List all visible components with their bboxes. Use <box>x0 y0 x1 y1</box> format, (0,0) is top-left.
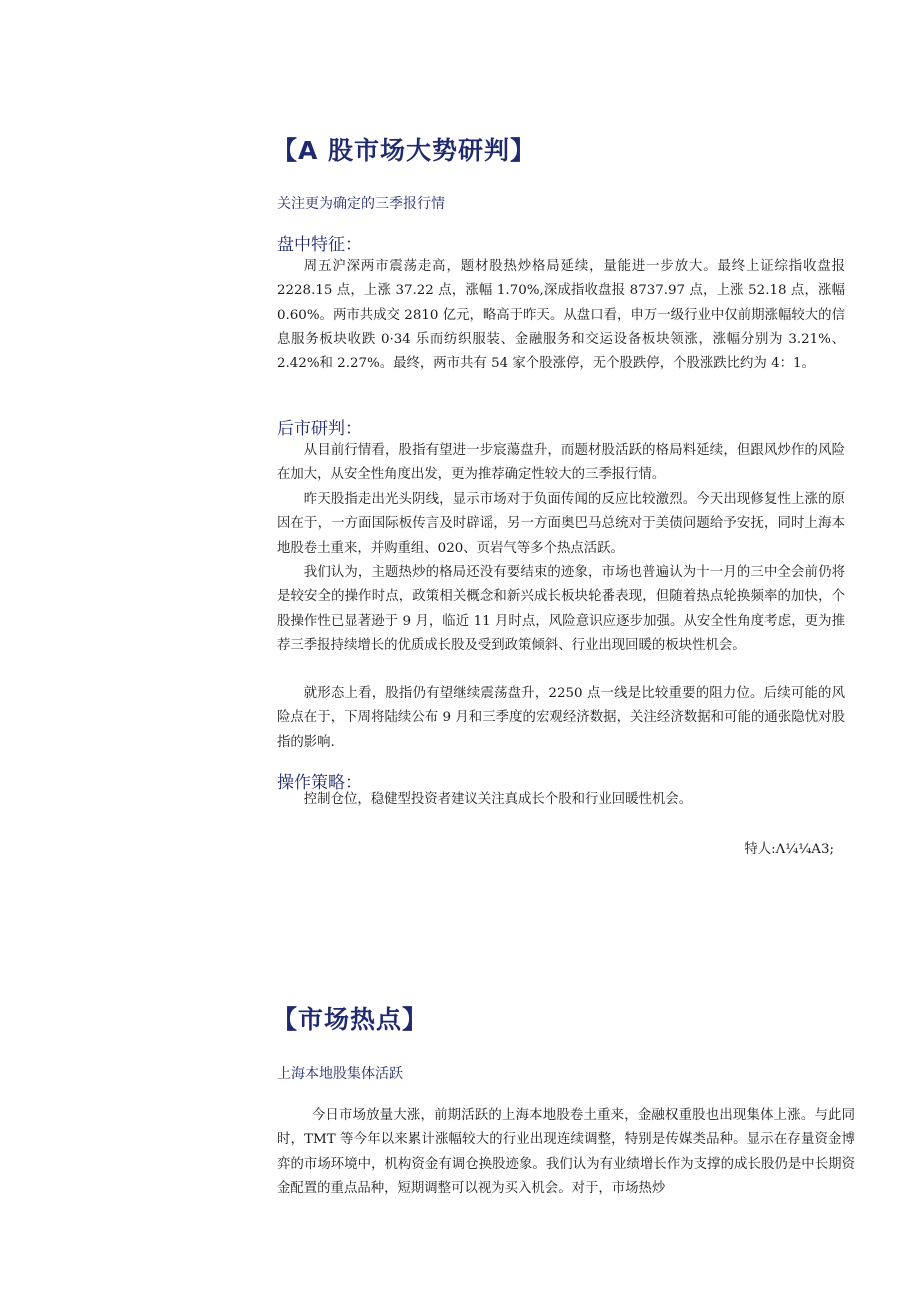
section-title-a-share-outlook: 【A 股市场大势研判】 <box>272 136 537 165</box>
strategy-paragraph: 控制仓位，稳健型投资者建议关注真成长个股和行业回暖性机会。 <box>303 792 693 807</box>
section-title-market-hotspots: 【市场热点】 <box>272 1005 429 1034</box>
outlook-paragraph: 从目前行情看，股指有望进一步宸蕩盘升，而题材股活跃的格局料延续，但跟风炒作的风险在加大，从安全性角度出发，更为推荐确定性较大的三季报行情。 <box>277 443 845 483</box>
section-subtitle: 上海本地股集体活跃 <box>277 1066 403 1082</box>
section-subtitle: 关注更为确定的三季报行情 <box>277 196 445 212</box>
outlook-paragraph: 就形态上看，股指仍有望继续震荡盘升，2250 点一线是比较重要的阻力位。后续可能的风险点在于，下周将陆续公布 9 月和三季度的宏观经济数据，关注经济数据和可能的通张隐忧对股指的影响. <box>277 686 845 750</box>
strategy-heading: 操作策略： <box>277 773 362 793</box>
author-signature: 特人:Λ¼¼A3; <box>744 842 834 857</box>
hotspot-paragraph: 今日市场放量大涨，前期活跃的上海本地股卷土重来，金融权重股也出现集体上涨。与此同时，TMT 等今年以来累计涨幅较大的行业出现连续调整，特别是传媒类品种。显示在存量资金博弈的市场环境中，机构资金有调仓换股迹象。我们认为有业绩增长作为支撑的成长股仍是中长期资金配置的重点品种，短期调整可以视为买入机会。对于，市场热炒 <box>277 1108 855 1196</box>
intraday-paragraph: 周五沪深两市震荡走高，题材股热炒格局延续，量能进一步放大。最终上证综指收盘报 2228.15 点，上涨 37.22 点，涨幅 1.70%,深成指收盘报 8737.97 点，上涨 52.18 点，涨幅 0.60%。两市共成交 2810 亿元，略高于昨天。从盘口看，申万一级行业中仅前期涨幅较大的信息服务板块收跌 0·34 乐而纺织服装、金融服务和交运设备板块领涨，涨幅分别为 3.21%、2.42%和 2.27%。最终，两市共有 54 家个股涨停，无个股跌停，个股涨跌比约为 4：1。 <box>277 259 845 372</box>
intraday-heading: 盘中特征： <box>277 235 362 255</box>
outlook-paragraph: 昨天股指走出光头阴线，显示市场对于负面传闻的反应比较激烈。今天出现修复性上涨的原因在于，一方面国际板传言及时辟谣，另一方面奥巴马总统对于美债问题给予安抚，同时上海本地股卷土重来，并购重组、020、页岩气等多个热点活跃。 <box>277 492 845 556</box>
outlook-paragraph: 我们认为，主题热炒的格局还没有要结束的迹象，市场也普遍认为十一月的三中全会前仍将是较安全的操作时点，政策相关概念和新兴成长板块轮番表现，但随着热点轮换频率的加快，个股操作性已显著逊于 9 月，临近 11 月时点，风险意识应逐步加强。从安全性角度考虑，更为推荐三季报持续增长的优质成长股及受到政策倾斜、行业出现回暖的板块性机会。 <box>277 565 845 653</box>
outlook-heading: 后市研判： <box>277 419 362 439</box>
